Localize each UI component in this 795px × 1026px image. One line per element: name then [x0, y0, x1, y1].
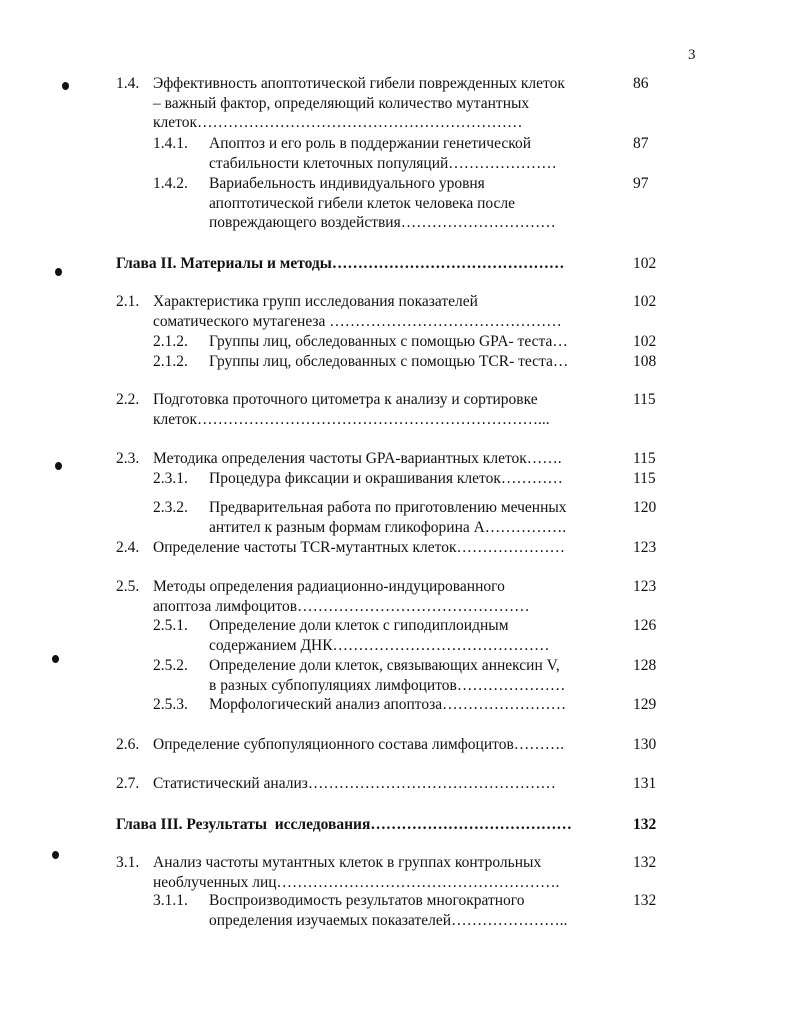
section-number: 2.5.2.	[153, 657, 188, 674]
section-number: 1.4.1.	[153, 135, 188, 152]
page-ref: 128	[633, 657, 657, 674]
page-ref: 129	[633, 696, 657, 713]
section-number: 2.3.1.	[153, 470, 188, 487]
section-title-line: Определение доли клеток с гиподиплоидным	[209, 617, 509, 634]
section-number: 2.3.2.	[153, 499, 188, 516]
section-title-line: в разных субпопуляциях лимфоцитов…………………	[209, 676, 566, 694]
section-number: 2.1.2.	[153, 353, 188, 370]
section-number: 2.2.	[116, 391, 140, 408]
section-title-line: Определение субпопуляционного состава лимфоцитов……….	[153, 736, 565, 753]
page-ref: 126	[633, 617, 657, 634]
section-title-line: Группы лиц, обследованных с помощью GPA- теста…	[209, 333, 568, 350]
section-number: 3.1.	[116, 854, 140, 871]
section-number: 2.1.2.	[153, 333, 188, 350]
section-title-line: Характеристика групп исследования показателей	[153, 293, 478, 310]
page-ref: 120	[633, 499, 657, 516]
section-title	[153, 853, 559, 892]
section-number: 2.7.	[116, 775, 140, 792]
page-ref: 102	[633, 255, 657, 272]
section-title	[153, 538, 565, 558]
page-ref: 102	[633, 293, 657, 310]
section-title-line: Методика определения частоты GPA-вариантных клеток…….	[153, 450, 562, 467]
page-ref: 108	[633, 353, 657, 370]
section-title-line: Определение доли клеток, связывающих аннексин V,	[209, 657, 560, 674]
section-title-line: апоптотической гибели клеток человека после	[209, 194, 516, 212]
section-number: 2.3.	[116, 450, 140, 467]
section-title-line: клеток………………………………………………………	[153, 114, 523, 131]
section-title-line: Морфологический анализ апоптоза……………………	[209, 696, 567, 713]
section-title-line: Определение частоты TCR-мутантных клеток…………………	[153, 539, 565, 556]
section-number: 2.6.	[116, 736, 140, 753]
section-number: 2.5.1.	[153, 617, 188, 634]
section-number: 1.4.	[116, 75, 140, 92]
section-number: 1.4.2.	[153, 175, 188, 192]
section-number: 2.5.	[116, 578, 140, 595]
section-title	[209, 695, 566, 715]
page-ref: 132	[633, 892, 657, 909]
section-title-line: Методы определения радиационно-индуцированного	[153, 578, 505, 595]
section-title	[153, 292, 562, 331]
section-title-line: Подготовка проточного цитометра к анализу и сортировке	[153, 391, 538, 408]
section-title-line: Предварительная работа по приготовлению меченных	[209, 499, 567, 516]
section-title	[153, 577, 530, 616]
section-title-line: повреждающего воздействия…………………………	[209, 214, 556, 231]
section-title	[209, 616, 550, 655]
section-title-line: Статистический анализ…………………………………………	[153, 775, 556, 792]
section-title	[153, 449, 562, 469]
page-ref: 97	[633, 175, 649, 192]
margin-dot-mark	[55, 462, 62, 470]
section-title-line: Группы лиц, обследованных с помощью TCR- теста…	[209, 353, 569, 370]
section-title	[153, 735, 564, 755]
section-title	[209, 134, 557, 173]
margin-dot-mark	[52, 851, 59, 859]
page-ref: 132	[633, 854, 657, 871]
section-number: 3.1.1.	[153, 892, 188, 909]
section-title-line: Анализ частоты мутантных клеток в группах контрольных	[153, 854, 542, 871]
section-title	[209, 469, 563, 489]
page-ref: 132	[633, 816, 657, 833]
section-title-line: соматического мутагенеза ………………………………………	[153, 312, 562, 330]
margin-dot-mark	[55, 268, 62, 276]
section-number: 2.5.3.	[153, 696, 188, 713]
section-title-line: апоптоза лимфоцитов………………………………………	[153, 597, 530, 615]
section-title	[209, 332, 568, 352]
page-ref: 86	[633, 75, 649, 92]
section-title	[153, 74, 565, 133]
section-title	[209, 656, 565, 695]
section-title-line: Вариабельность индивидуального уровня	[209, 175, 485, 192]
page-ref: 115	[633, 470, 656, 487]
page-ref: 123	[633, 578, 657, 595]
page-ref: 102	[633, 333, 657, 350]
page-ref: 131	[633, 775, 657, 792]
section-title-line: клеток…………………………………………………………...	[153, 410, 550, 428]
margin-dot-mark	[62, 82, 69, 90]
page-ref: 87	[633, 135, 649, 152]
section-number: 2.4.	[116, 539, 140, 556]
page-ref: 130	[633, 736, 657, 753]
section-title-line: антител к разным формам гликофорина А…………….	[209, 518, 567, 536]
margin-dot-mark	[52, 655, 59, 663]
page-ref: 115	[633, 450, 656, 467]
section-title	[209, 352, 568, 372]
page-ref: 123	[633, 539, 657, 556]
page-number: 3	[688, 47, 696, 63]
section-title	[209, 891, 567, 930]
section-title-line: содержанием ДНК……………………………………	[209, 636, 550, 654]
section-title	[209, 498, 567, 537]
section-title-line: Эффективность апоптотической гибели поврежденных клеток	[153, 75, 565, 92]
section-title-line: необлученных лиц……………………………………………….	[153, 873, 560, 891]
section-title	[153, 774, 556, 794]
section-title	[209, 174, 556, 233]
section-title-line: Процедура фиксации и окрашивания клеток…………	[209, 470, 563, 487]
chapter-title: Глава II. Материалы и методы………………………………………	[116, 255, 565, 272]
section-title-line: – важный фактор, определяющий количество мутантных	[153, 94, 530, 112]
section-title-line: Воспроизводимость результатов многократного	[209, 892, 525, 909]
section-title-line: определения изучаемых показателей…………………..	[209, 911, 568, 929]
chapter-title: Глава III. Результаты исследования…………………………………	[116, 816, 572, 833]
section-title-line: Апоптоз и его роль в поддержании генетической	[209, 135, 532, 152]
section-title	[153, 390, 550, 429]
section-number: 2.1.	[116, 293, 140, 310]
section-title-line: стабильности клеточных популяций…………………	[209, 154, 557, 172]
page-ref: 115	[633, 391, 656, 408]
